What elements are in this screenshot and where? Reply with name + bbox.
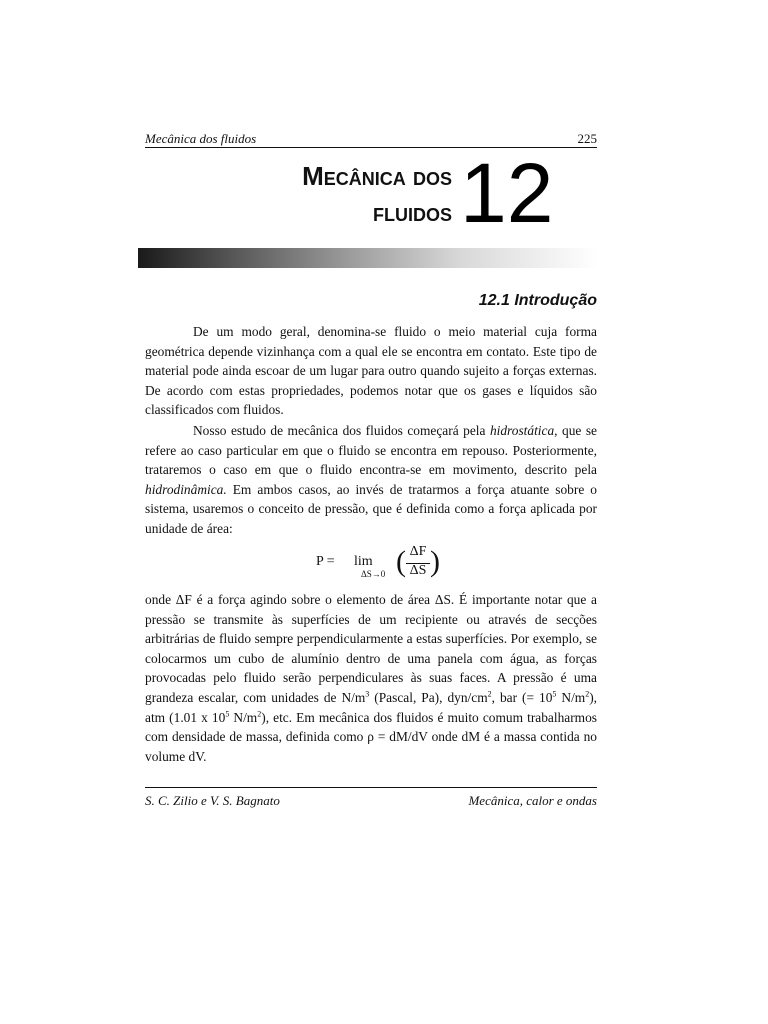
term-hidrodinamica: hidrodinâmica. <box>145 481 227 497</box>
formula-lhs: P = <box>316 554 335 569</box>
superscript: 5 <box>552 689 557 699</box>
footer-book-title: Mecânica, calor e ondas <box>468 793 597 808</box>
section-heading: 12.1 Introdução <box>478 292 597 309</box>
paragraph-3-text-c: , bar (= 10 <box>491 689 553 705</box>
superscript: 3 <box>365 689 370 699</box>
paragraph-3-text-b: (Pascal, Pa), dyn/cm <box>369 689 488 705</box>
footer-authors: S. C. Zilio e V. S. Bagnato <box>145 793 280 808</box>
term-hidrostatica: hidrostática <box>489 423 555 438</box>
paragraph-study <box>145 421 597 539</box>
chapter-number: 12 <box>460 146 554 240</box>
paragraph-1-text: De um modo geral, denomina-se fluido o meio material cuja forma geométrica depende vizinhança com a qual ele se encontra em contato. Este tipo de material pode ainda escoar de um lugar para outro quando sujeito a forças externas. De acordo com estas propriedades, podemos notar que os gases e líquidos são classificados com fluidos. <box>145 324 597 418</box>
paragraph-3-text-a: onde ΔF é a força agindo sobre o elemento de área ΔS. É importante notar que a pressão se transmite às superfícies de um recipiente ou através de secções arbitrárias de fluido sempre perpendicularmente a estas superfícies. Por exemplo, se colocarmos um cubo de alumínio dentro de uma panela com água, as forças provocadas pelo fluido serão perpendiculares às suas faces. A pressão é uma grandeza escalar, com unidades de N/m <box>145 592 597 705</box>
paragraph-3-text-d: N/m <box>556 689 586 705</box>
paragraph-intro <box>145 322 597 420</box>
formula-lim: lim <box>354 554 373 569</box>
chapter-gradient-bar <box>138 248 598 268</box>
formula-denominator: ΔS <box>409 563 427 578</box>
chapter-title <box>190 160 452 228</box>
paragraph-3-text-g: ), etc. Em mecânica dos fluidos é muito comum trabalharmos com densidade de massa, definida como ρ = dM/dV onde dM é a massa contida no volume dV. <box>145 709 597 764</box>
paragraph-3-text-e: ), atm (1.01 x 10 <box>145 689 598 725</box>
superscript: 2 <box>487 689 492 699</box>
formula-limit-subscript: ΔS→0 <box>361 569 386 579</box>
paragraph-2-text-a: Nosso estudo de mecânica dos fluidos começará pela <box>193 423 490 438</box>
paragraph-2-text-e: Em ambos casos, ao invés de tratarmos a força atuante sobre o sistema, usaremos o conceito de pressão, que é definida como a força aplicada por unidade de área: <box>145 481 597 536</box>
footer-rule <box>145 787 597 788</box>
page-number: 225 <box>577 131 597 146</box>
paragraph-pressure <box>145 590 597 766</box>
formula-left-paren: ( <box>396 545 406 578</box>
chapter-title-line2: fluidos <box>373 197 452 227</box>
paragraph-3-text-f: N/m <box>229 709 258 725</box>
superscript: 2 <box>585 689 590 699</box>
chapter-title-line1: Mecânica dos <box>302 161 452 191</box>
paragraph-2-text-c: , que se refere ao caso particular em que o fluido se encontra em repouso. Posteriormente, trataremos o caso em que o fluido encontra-se em movimento, descrito pela <box>145 423 597 478</box>
running-header-title: Mecânica dos fluidos <box>145 131 257 146</box>
formula-right-paren: ) <box>430 545 440 578</box>
formula-numerator: ΔF <box>409 544 427 559</box>
superscript: 5 <box>225 709 230 719</box>
superscript: 2 <box>257 709 262 719</box>
